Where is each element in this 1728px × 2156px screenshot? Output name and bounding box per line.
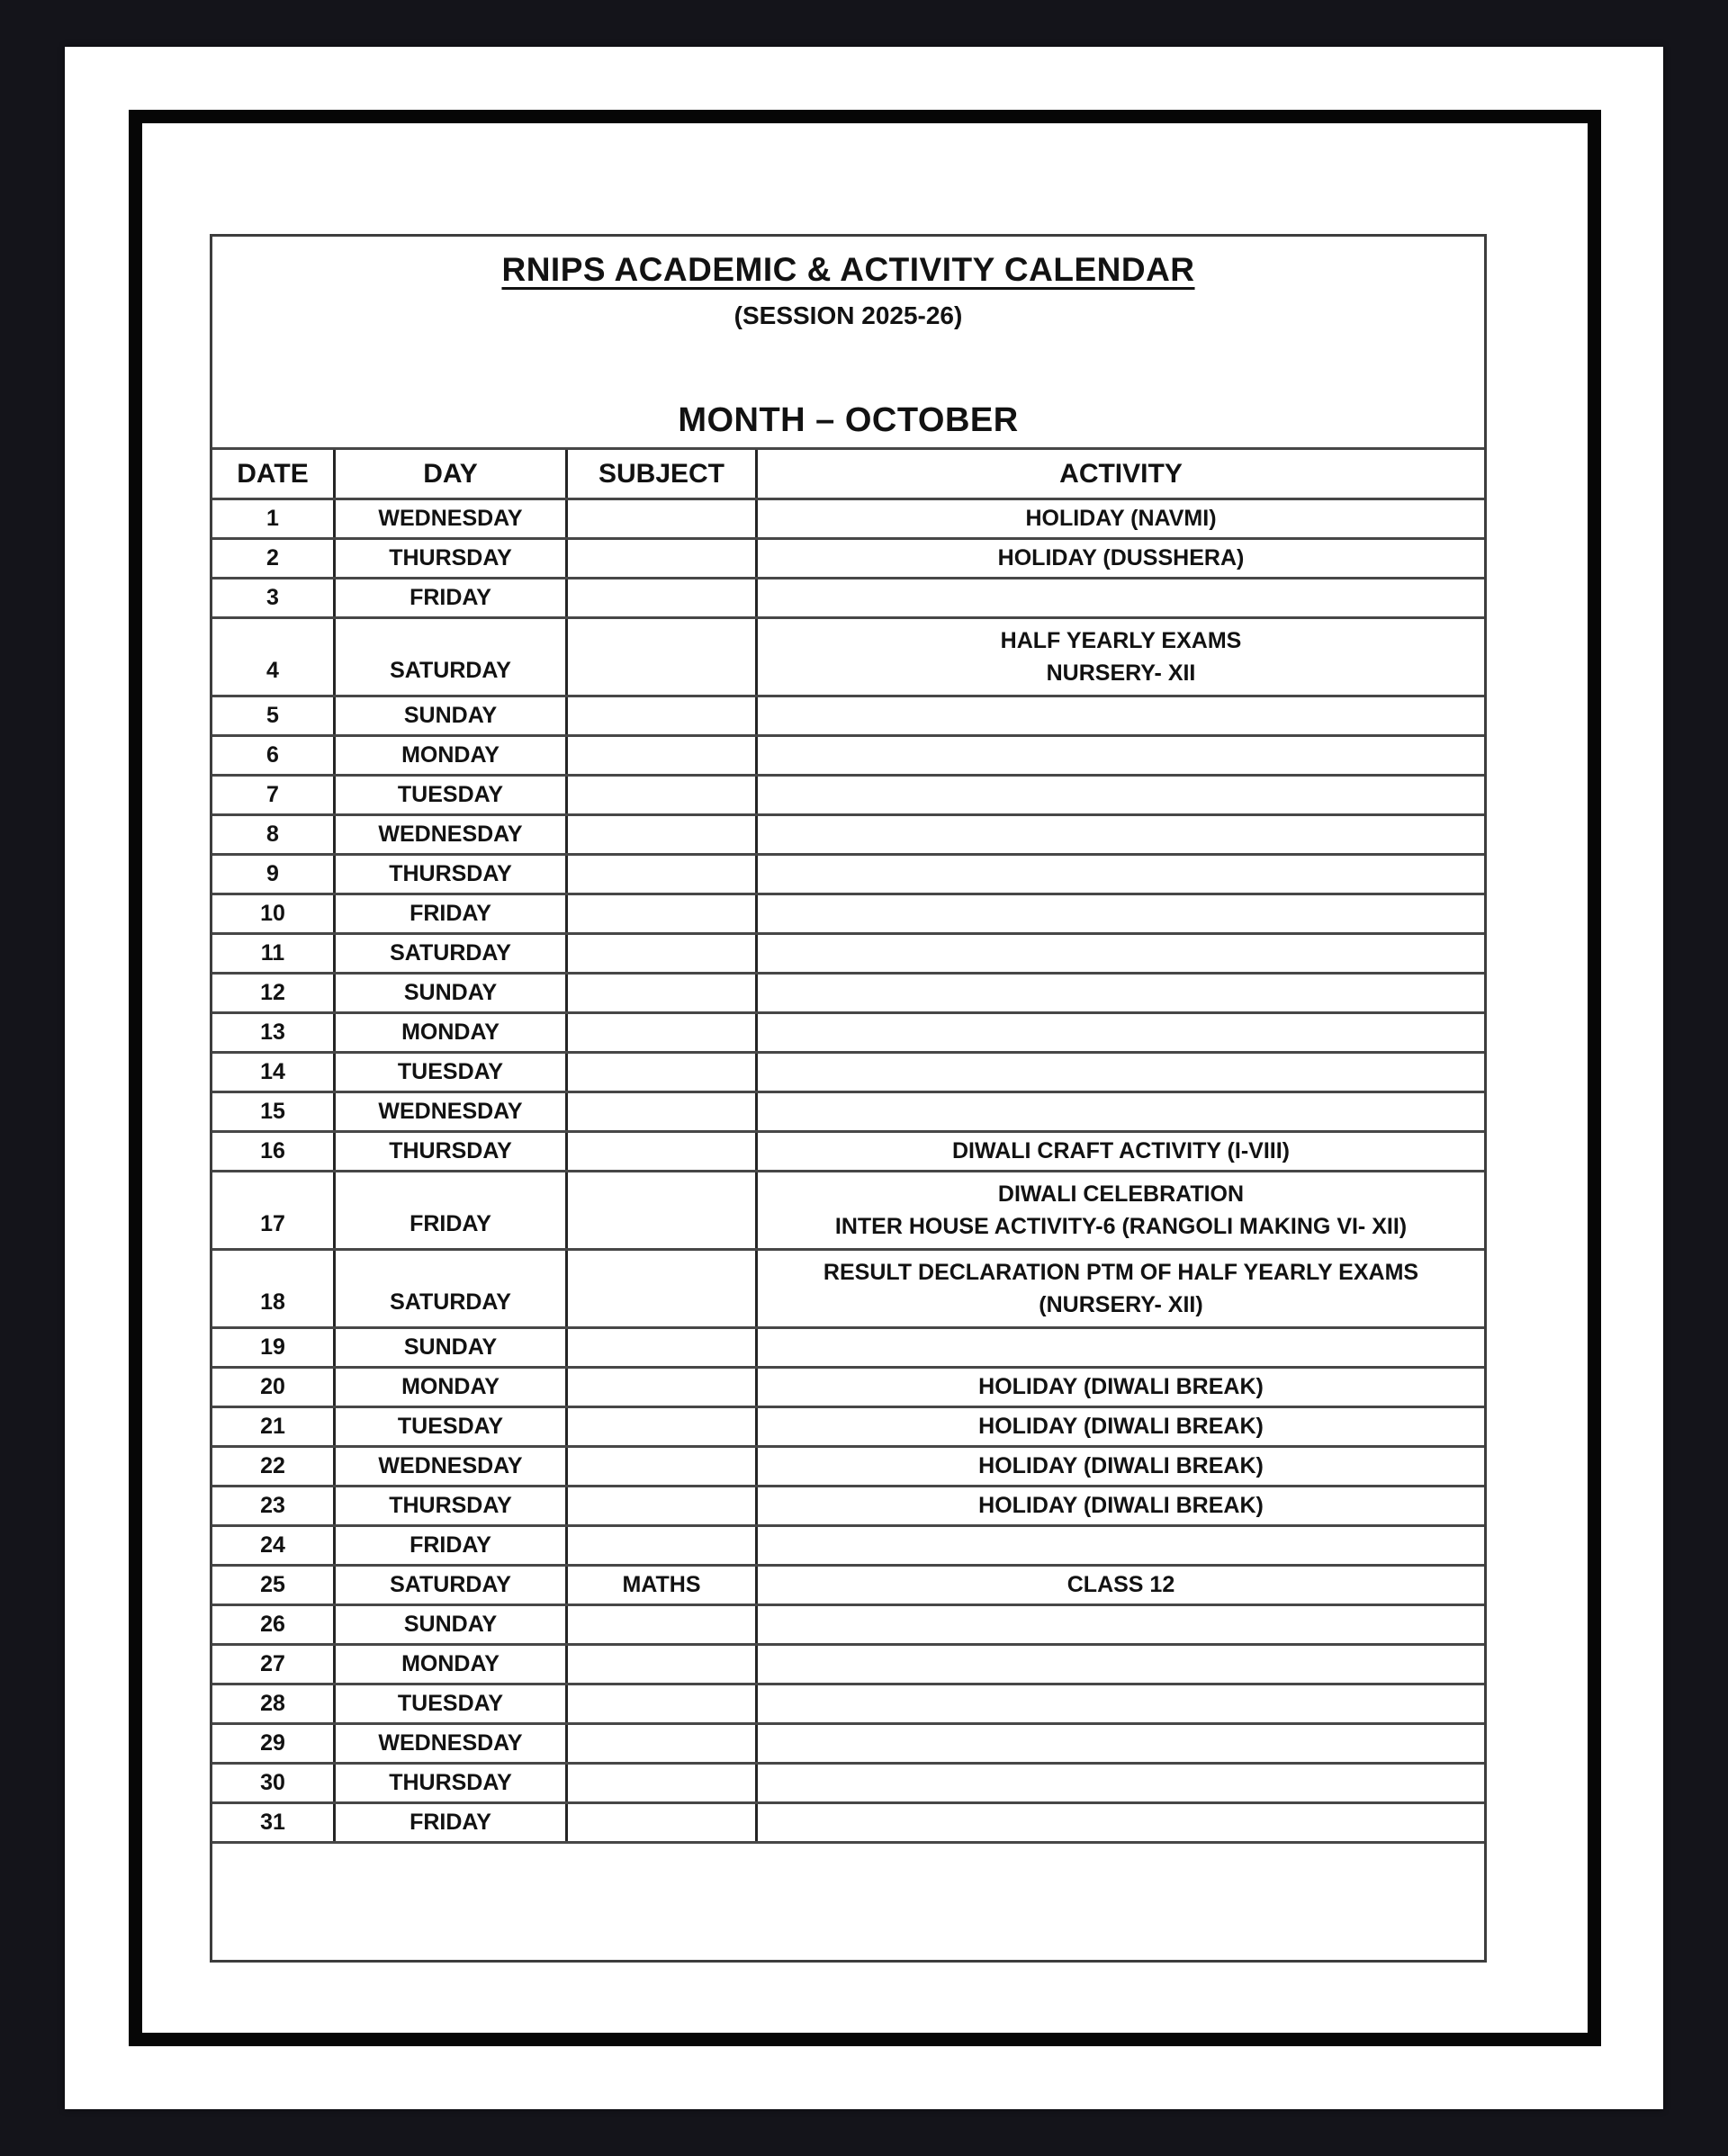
table-row (212, 1091, 1484, 1130)
activity-line: INTER HOUSE ACTIVITY-6 (RANGOLI MAKING VI- XII) (834, 1213, 1408, 1239)
date-cell: 13 (212, 1014, 336, 1051)
subject-cell (568, 1685, 758, 1722)
day-cell: THURSDAY (336, 1765, 568, 1801)
title-block (212, 237, 1484, 447)
header-day: DAY (336, 450, 568, 498)
page-title: RNIPS ACADEMIC & ACTIVITY CALENDAR (501, 251, 1195, 288)
activity-cell (758, 816, 1484, 853)
activity-cell (758, 1765, 1484, 1801)
day-cell: SUNDAY (336, 975, 568, 1011)
document-page (65, 47, 1663, 2109)
activity-cell (758, 737, 1484, 774)
subject-cell (568, 1765, 758, 1801)
date-cell: 10 (212, 895, 336, 932)
subject-cell (568, 540, 758, 577)
table-row (212, 1011, 1484, 1051)
subject-cell (568, 1014, 758, 1051)
activity-cell (758, 935, 1484, 972)
table-row (212, 932, 1484, 972)
day-cell: SATURDAY (336, 1567, 568, 1604)
date-cell: 21 (212, 1408, 336, 1445)
table-row (212, 1406, 1484, 1445)
date-cell: 1 (212, 500, 336, 537)
table-row (212, 1051, 1484, 1091)
activity-line: DIWALI CRAFT ACTIVITY (I-VIII) (952, 1138, 1290, 1164)
subject-cell (568, 1369, 758, 1406)
activity-cell (758, 1369, 1484, 1406)
table-row (212, 1485, 1484, 1524)
table-row (212, 695, 1484, 734)
subject-cell (568, 1804, 758, 1841)
activity-cell (758, 1646, 1484, 1683)
activity-cell (758, 1251, 1484, 1326)
activity-cell (758, 1527, 1484, 1564)
subject-cell (568, 1172, 758, 1248)
activity-cell (758, 895, 1484, 932)
table-row (212, 1445, 1484, 1485)
table-row (212, 893, 1484, 932)
activity-cell (758, 856, 1484, 893)
date-cell: 3 (212, 579, 336, 616)
date-cell: 11 (212, 935, 336, 972)
date-cell: 4 (212, 619, 336, 695)
day-cell: TUESDAY (336, 1408, 568, 1445)
subject-cell (568, 1093, 758, 1130)
activity-cell (758, 1014, 1484, 1051)
subject-cell (568, 895, 758, 932)
header-activity: ACTIVITY (1059, 458, 1183, 489)
activity-cell (758, 1685, 1484, 1722)
activity-cell (758, 1172, 1484, 1248)
day-cell: MONDAY (336, 1369, 568, 1406)
activity-line: HOLIDAY (DIWALI BREAK) (978, 1493, 1264, 1519)
table-row (212, 616, 1484, 695)
date-cell: 8 (212, 816, 336, 853)
subject-cell (568, 1646, 758, 1683)
date-cell: 17 (212, 1172, 336, 1248)
date-cell: 24 (212, 1527, 336, 1564)
subject-cell (568, 816, 758, 853)
day-cell: WEDNESDAY (336, 500, 568, 537)
table-row (212, 1248, 1484, 1326)
subject-cell (568, 1408, 758, 1445)
subject-cell: MATHS (568, 1567, 758, 1604)
table-row (212, 1801, 1484, 1841)
activity-cell (758, 1804, 1484, 1841)
subject-cell (568, 619, 758, 695)
activity-line: HOLIDAY (DIWALI BREAK) (978, 1453, 1264, 1479)
activity-cell (758, 1093, 1484, 1130)
date-cell: 25 (212, 1567, 336, 1604)
empty-footer-block (212, 1841, 1484, 1960)
table-row (212, 1366, 1484, 1406)
day-cell: WEDNESDAY (336, 1725, 568, 1762)
table-row (212, 1564, 1484, 1604)
session-subtitle: (SESSION 2025-26) (734, 301, 963, 329)
table-row (212, 537, 1484, 577)
day-cell: FRIDAY (336, 1527, 568, 1564)
subject-cell (568, 1329, 758, 1366)
activity-cell (758, 619, 1484, 695)
activity-cell (758, 1054, 1484, 1091)
activity-cell (758, 1448, 1484, 1485)
subject-cell (568, 1251, 758, 1326)
date-cell: 18 (212, 1251, 336, 1326)
subject-cell (568, 935, 758, 972)
subject-cell (568, 1725, 758, 1762)
activity-line: (NURSERY- XII) (1039, 1291, 1203, 1317)
day-cell: WEDNESDAY (336, 816, 568, 853)
date-cell: 30 (212, 1765, 336, 1801)
table-row (212, 1643, 1484, 1683)
calendar-rows (212, 498, 1484, 1841)
day-cell: TUESDAY (336, 1685, 568, 1722)
day-cell: FRIDAY (336, 1804, 568, 1841)
table-row (212, 774, 1484, 813)
header-subject: SUBJECT (568, 450, 758, 498)
date-cell: 26 (212, 1606, 336, 1643)
day-cell: MONDAY (336, 1014, 568, 1051)
day-cell: THURSDAY (336, 540, 568, 577)
day-cell: FRIDAY (336, 1172, 568, 1248)
activity-line: HOLIDAY (DIWALI BREAK) (978, 1374, 1264, 1400)
date-cell: 5 (212, 697, 336, 734)
date-cell: 2 (212, 540, 336, 577)
table-header-row (212, 447, 1484, 498)
day-cell: SATURDAY (336, 935, 568, 972)
activity-line: NURSERY- XII (1046, 660, 1196, 686)
activity-cell (758, 975, 1484, 1011)
date-cell: 9 (212, 856, 336, 893)
date-cell: 14 (212, 1054, 336, 1091)
day-cell: MONDAY (336, 1646, 568, 1683)
day-cell: THURSDAY (336, 856, 568, 893)
activity-cell (758, 1133, 1484, 1170)
date-cell: 20 (212, 1369, 336, 1406)
subject-cell (568, 1606, 758, 1643)
table-row (212, 1604, 1484, 1643)
activity-cell (758, 1487, 1484, 1524)
date-cell: 23 (212, 1487, 336, 1524)
day-cell: MONDAY (336, 737, 568, 774)
date-cell: 12 (212, 975, 336, 1011)
day-cell: WEDNESDAY (336, 1448, 568, 1485)
day-cell: SATURDAY (336, 1251, 568, 1326)
subject-cell (568, 1487, 758, 1524)
subject-cell (568, 737, 758, 774)
activity-line: DIWALI CELEBRATION (997, 1181, 1245, 1207)
subject-cell (568, 777, 758, 813)
activity-cell (758, 1408, 1484, 1445)
date-cell: 6 (212, 737, 336, 774)
activity-cell (758, 1725, 1484, 1762)
subject-cell (568, 1054, 758, 1091)
day-cell: THURSDAY (336, 1133, 568, 1170)
subject-cell (568, 1527, 758, 1564)
activity-cell (758, 579, 1484, 616)
day-cell: WEDNESDAY (336, 1093, 568, 1130)
activity-cell (758, 697, 1484, 734)
activity-cell (758, 1329, 1484, 1366)
table-row (212, 1762, 1484, 1801)
activity-cell (758, 1567, 1484, 1604)
activity-line: RESULT DECLARATION PTM OF HALF YEARLY EXAMS (823, 1259, 1419, 1285)
activity-cell (758, 500, 1484, 537)
table-row (212, 1326, 1484, 1366)
day-cell: TUESDAY (336, 1054, 568, 1091)
day-cell: FRIDAY (336, 895, 568, 932)
month-label: MONTH – OCTOBER (678, 401, 1019, 439)
subject-cell (568, 1133, 758, 1170)
subject-cell (568, 579, 758, 616)
day-cell: FRIDAY (336, 579, 568, 616)
table-row (212, 577, 1484, 616)
date-cell: 7 (212, 777, 336, 813)
table-row (212, 813, 1484, 853)
day-cell: THURSDAY (336, 1487, 568, 1524)
header-date: DATE (212, 450, 336, 498)
subject-cell (568, 500, 758, 537)
table-row (212, 1722, 1484, 1762)
date-cell: 28 (212, 1685, 336, 1722)
table-row (212, 1524, 1484, 1564)
date-cell: 16 (212, 1133, 336, 1170)
table-row (212, 1130, 1484, 1170)
table-row (212, 972, 1484, 1011)
date-cell: 27 (212, 1646, 336, 1683)
day-cell: SUNDAY (336, 1606, 568, 1643)
calendar-table (210, 234, 1487, 1963)
day-cell: SUNDAY (336, 697, 568, 734)
activity-line: HOLIDAY (NAVMI) (1025, 506, 1217, 532)
table-row (212, 734, 1484, 774)
activity-line: HOLIDAY (DIWALI BREAK) (978, 1414, 1264, 1440)
day-cell: SATURDAY (336, 619, 568, 695)
table-row (212, 853, 1484, 893)
date-cell: 31 (212, 1804, 336, 1841)
table-row (212, 1170, 1484, 1248)
subject-cell (568, 975, 758, 1011)
activity-line: HALF YEARLY EXAMS (1000, 627, 1242, 653)
subject-cell (568, 1448, 758, 1485)
date-cell: 22 (212, 1448, 336, 1485)
table-row (212, 1683, 1484, 1722)
date-cell: 29 (212, 1725, 336, 1762)
activity-line: HOLIDAY (DUSSHERA) (997, 545, 1245, 571)
date-cell: 15 (212, 1093, 336, 1130)
activity-line: CLASS 12 (1066, 1572, 1175, 1598)
table-row (212, 498, 1484, 537)
day-cell: TUESDAY (336, 777, 568, 813)
activity-cell (758, 777, 1484, 813)
date-cell: 19 (212, 1329, 336, 1366)
activity-cell (758, 1606, 1484, 1643)
subject-cell (568, 856, 758, 893)
activity-cell (758, 540, 1484, 577)
subject-cell (568, 697, 758, 734)
day-cell: SUNDAY (336, 1329, 568, 1366)
